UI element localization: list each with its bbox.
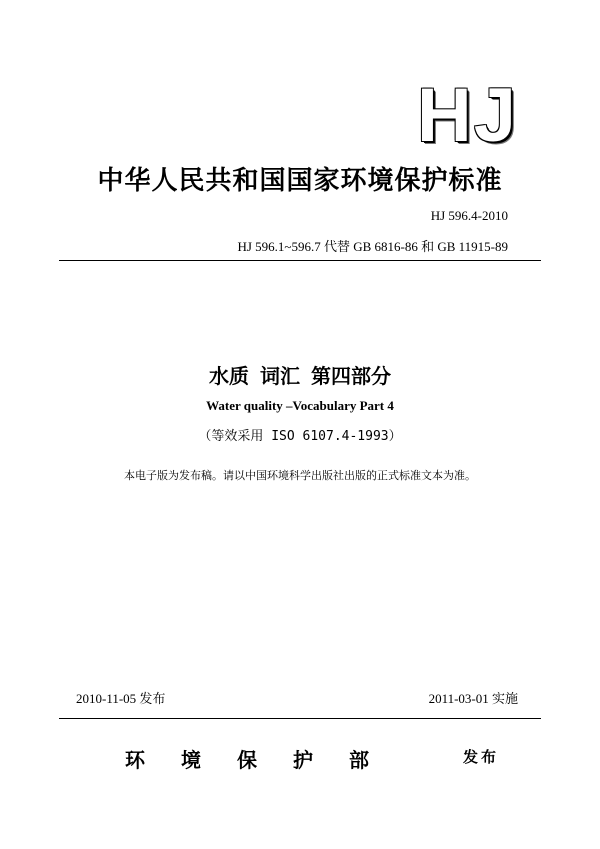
edition-note: 本电子版为发布稿。请以中国环境科学出版社出版的正式标准文本为准。: [124, 469, 476, 482]
top-divider: [59, 260, 541, 261]
implement-date: 2011-03-01 实施: [428, 691, 518, 706]
equivalence-note: （等效采用 ISO 6107.4-1993）: [198, 429, 402, 444]
hj-logo: HJ: [416, 73, 518, 158]
bottom-divider: [59, 718, 541, 719]
publisher-label: 发布: [463, 748, 500, 766]
document-title-en: Water quality –Vocabulary Part 4: [206, 398, 394, 413]
publisher-name: 环境保护部: [125, 748, 405, 772]
standard-number: HJ 596.4-2010: [430, 208, 508, 223]
issue-date: 2010-11-05 发布: [76, 691, 166, 706]
standard-title: 中华人民共和国国家环境保护标准: [97, 166, 503, 196]
document-title-cn: 水质 词汇 第四部分: [209, 364, 391, 388]
replaces-note: HJ 596.1~596.7 代替 GB 6816-86 和 GB 11915-89: [237, 239, 508, 254]
